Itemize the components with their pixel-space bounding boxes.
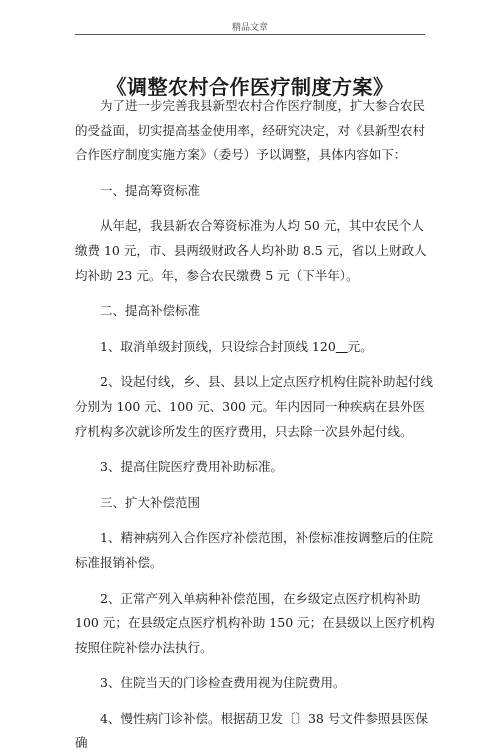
intro-paragraph: 为了进一步完善我县新型农村合作医疗制度，扩大参合农民的受益面，切实提高基金使用率，经研究决定，对《县新型农村合作医疗制度实施方案》（委号）予以调整，具体内容如下： bbox=[75, 98, 426, 163]
compensation-item-3: 3、提高住院医疗费用补助标准。 bbox=[100, 459, 283, 475]
compensation-item-1-text: 1、取消单级封顶线，只设综合封顶线 120 bbox=[100, 338, 336, 354]
section-heading-compensation: 二、提高补偿标准 bbox=[100, 303, 201, 319]
section-heading-funding: 一、提高筹资标准 bbox=[100, 182, 201, 198]
page-header: 精品文章 bbox=[231, 23, 268, 33]
compensation-item-2: 2、设起付线，乡、县、县以上定点医疗机构住院补助起付线分别为 100 元、100 元、300 元。年内因同一种疾病在县外医疗机构多次就诊所发生的医疗费用，只去除一次县外起付线。 bbox=[75, 374, 433, 439]
section-heading-scope: 三、扩大补偿范围 bbox=[100, 494, 201, 510]
scope-item-2: 2、正常产列入单病种补偿范围，在乡级定点医疗机构补助 100 元；在县级定点医疗机构补助 150 元；在县级以上医疗机构按照住院补偿办法执行。 bbox=[75, 590, 435, 655]
header-divider bbox=[75, 34, 425, 35]
scope-item-4: 4、慢性病门诊补偿。根据葫卫发〔〕38 号文件参照县医保确 bbox=[75, 710, 428, 751]
scope-item-1: 1、精神病列入合作医疗补偿范围，补偿标准按调整后的住院标准报销补偿。 bbox=[75, 530, 433, 570]
scope-item-3: 3、住院当天的门诊检查费用视为住院费用。 bbox=[100, 675, 346, 691]
compensation-item-1 bbox=[75, 335, 435, 360]
document-body bbox=[75, 94, 435, 756]
compensation-item-1-unit: 元。 bbox=[347, 338, 373, 354]
document-title: 《调整农村合作医疗制度方案》 bbox=[106, 75, 394, 100]
fill-blank bbox=[336, 339, 348, 354]
funding-paragraph: 从年起，我县新农合筹资标准为人均 50 元，其中农民个人缴费 10 元，市、县两级财政各人均补助 8.5 元，省以上财政人均补助 23 元。年，参合农民缴费 5 元（下半年）。 bbox=[75, 218, 427, 283]
